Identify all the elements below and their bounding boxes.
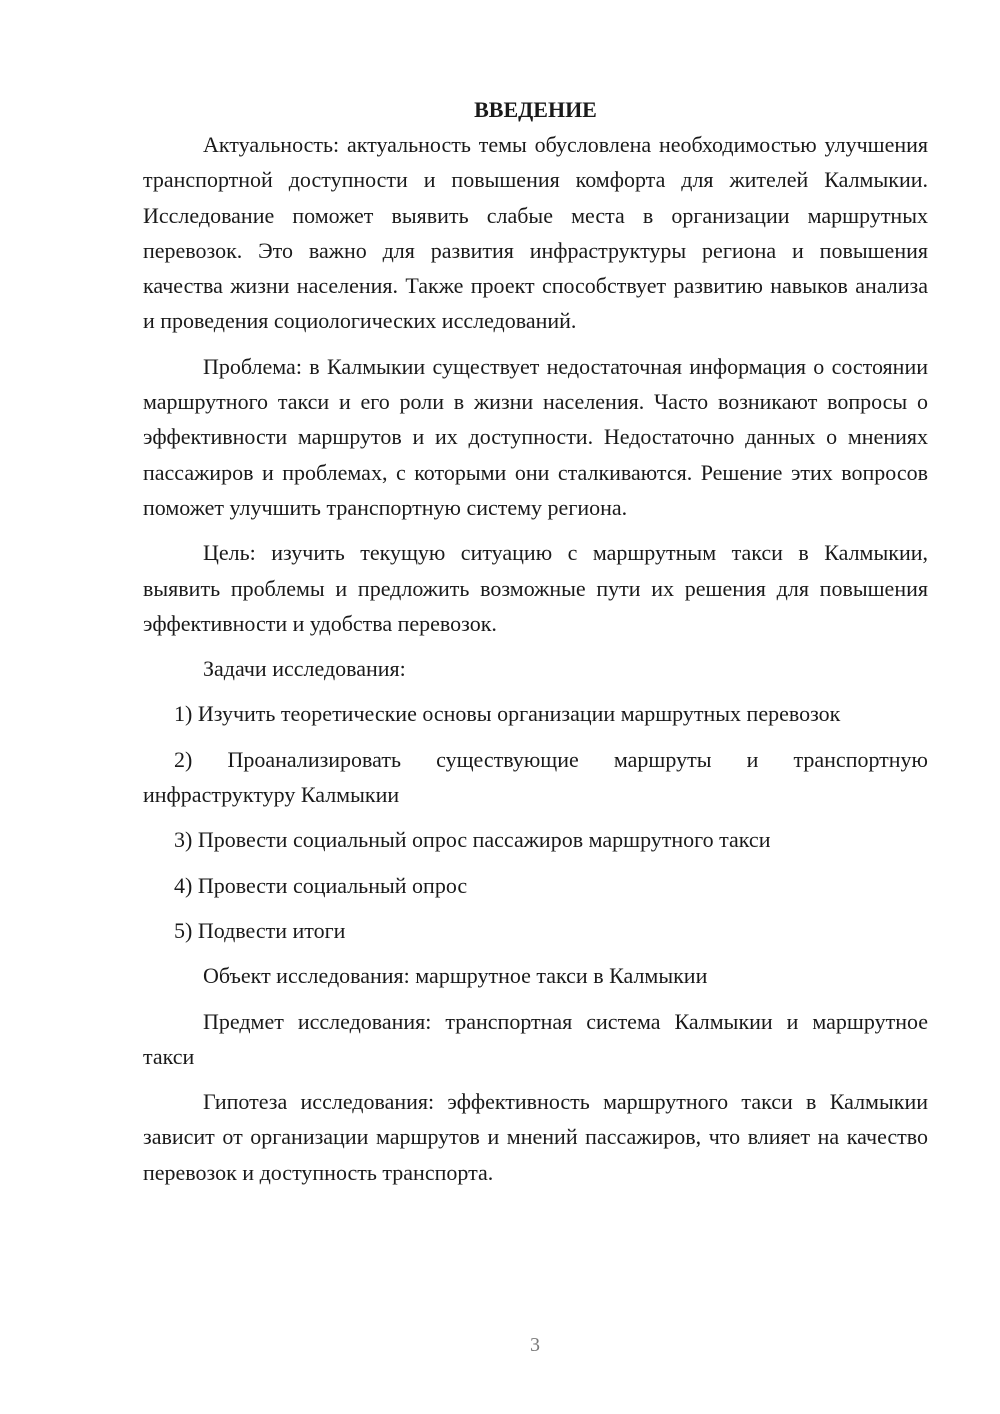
paragraph-relevance: Актуальность: актуальность темы обусловлена необходимостью улучшения транспортной доступности и повышения комфорта для жителей Калмыкии. Исследование поможет выявить слабые места в организации маршрутных перевозок. Это важно для развития инфраструктуры региона и повышения качества жизни населения. Также проект способствует развитию навыков анализа и проведения социологических исследований. [143,132,928,334]
tasks-title: Задачи исследования: [203,656,406,682]
task-item-5: 5) Подвести итоги [174,917,346,943]
task-item-2: 2) Проанализировать существующие маршруты и транспортную инфраструктуру Калмыкии [143,746,928,808]
task-item-1: 1) Изучить теоретические основы организации маршрутных перевозок [174,701,841,727]
task-item-3: 3) Провести социальный опрос пассажиров маршрутного такси [174,827,771,853]
paragraph-hypothesis: Гипотеза исследования: эффективность маршрутного такси в Калмыкии зависит от организации маршрутов и мнений пассажиров, что влияет на качество перевозок и доступность транспорта. [143,1089,928,1185]
task-item-4: 4) Провести социальный опрос [174,872,468,898]
paragraph-subject: Предмет исследования: транспортная система Калмыкии и маршрутное такси [143,1008,928,1069]
page-heading: ВВЕДЕНИЕ [474,97,597,122]
paragraph-goal: Цель: изучить текущую ситуацию с маршрутным такси в Калмыкии, выявить проблемы и предложить возможные пути их решения для повышения эффективности и удобства перевозок. [143,540,928,636]
paragraph-object: Объект исследования: маршрутное такси в Калмыкии [203,963,708,989]
paragraph-problem: Проблема: в Калмыкии существует недостаточная информация о состоянии маршрутного такси и его роли в жизни населения. Часто возникают вопросы о эффективности маршрутов и их доступности. Недостаточно данных о мнениях пассажиров и проблемах, с которыми они сталкиваются. Решение этих вопросов поможет улучшить транспортную систему региона. [143,353,928,520]
page-number: 3 [530,1334,540,1356]
document-page [143,92,928,1190]
